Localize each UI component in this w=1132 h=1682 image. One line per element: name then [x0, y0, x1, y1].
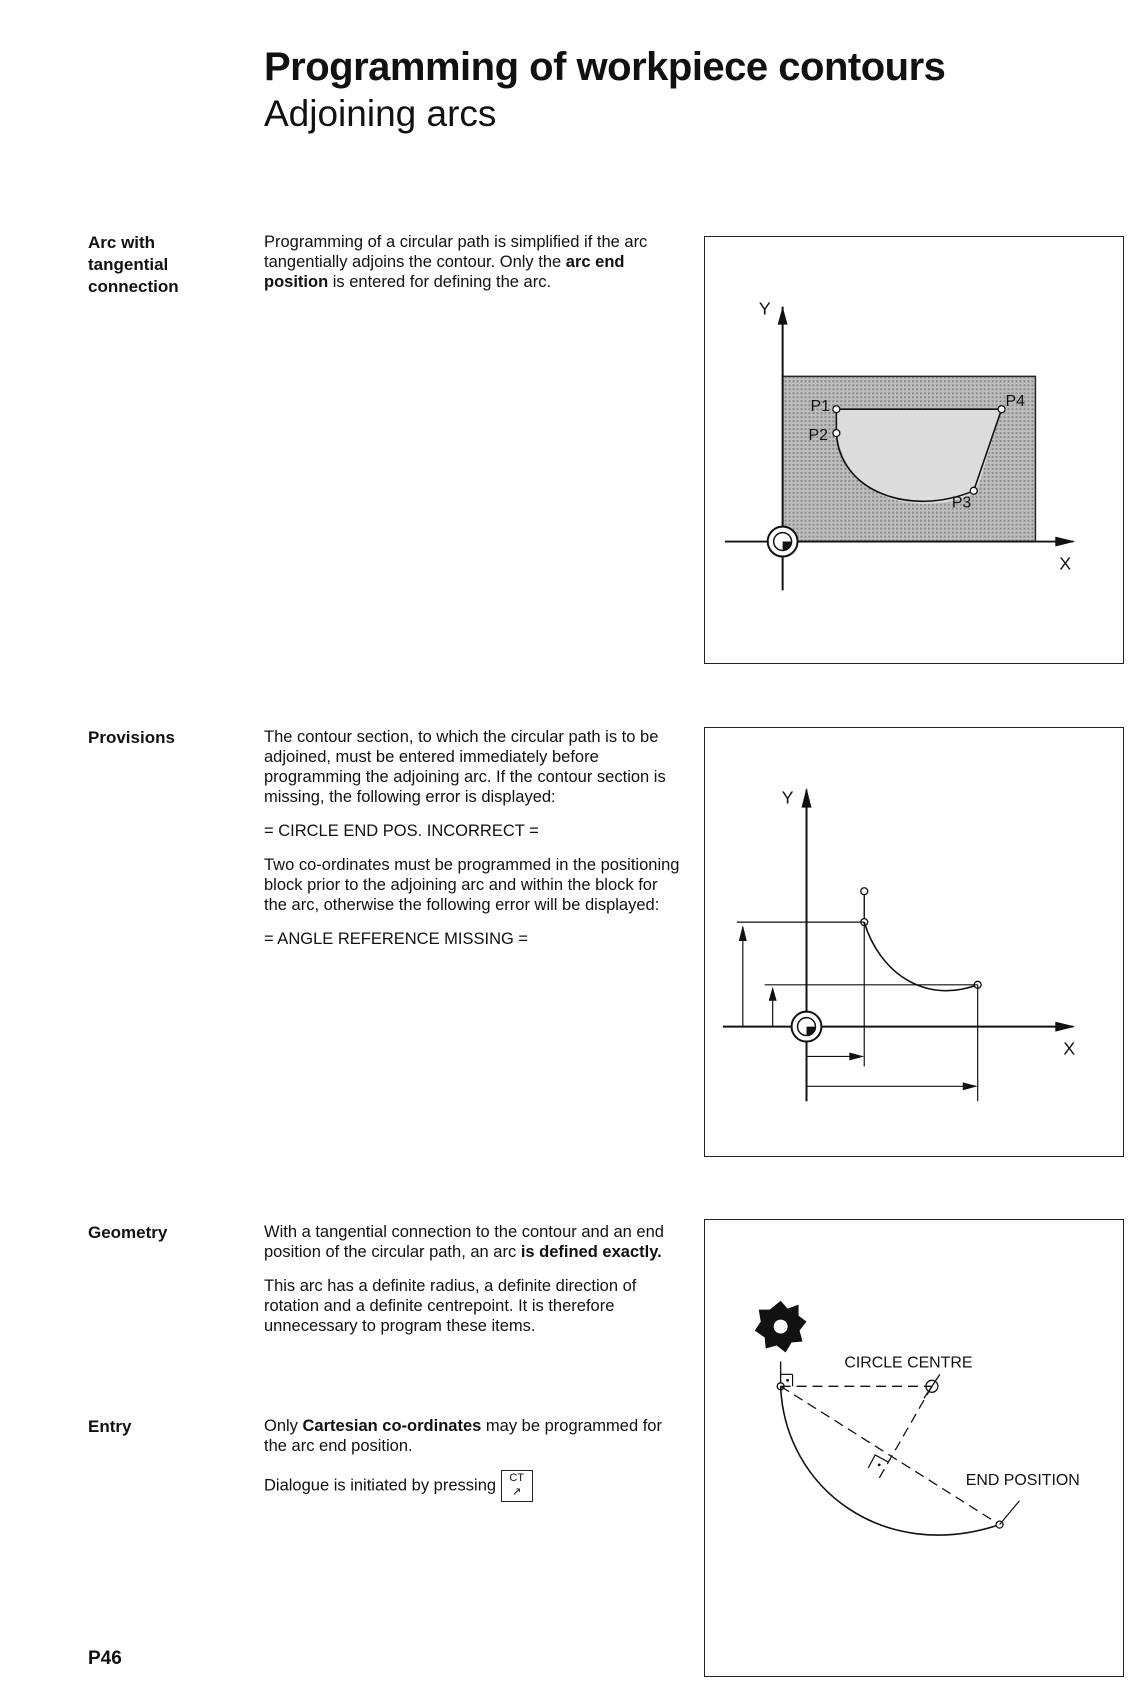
point-label-p1: P1 — [810, 398, 830, 416]
y-axis-arrow — [802, 788, 812, 808]
x-axis-arrow — [1055, 1022, 1075, 1032]
section-text-provisions — [264, 727, 684, 963]
datum-symbol — [792, 1012, 822, 1042]
circle-centre-label: CIRCLE CENTRE — [844, 1354, 973, 1372]
geometry-paragraph-2: This arc has a definite radius, a definite direction of rotation and a definite centrepoint. It is therefore unnecessary to program these items. — [264, 1277, 637, 1335]
entry-text-bold: Cartesian co-ordinates — [302, 1417, 482, 1435]
y-axis-arrow — [778, 307, 788, 325]
x-axis-label: X — [1059, 553, 1072, 574]
section-text-geometry — [264, 1222, 684, 1350]
provisions-paragraph-1: The contour section, to which the circular path is to be adjoined, must be entered immediately before programming the adjoining arc. If the contour section is missing, the following error is displayed: — [264, 728, 666, 806]
entry-paragraph-2: Dialogue is initiated by pressing — [264, 1476, 497, 1495]
ct-key-icon[interactable]: CT ↗ — [501, 1470, 533, 1502]
geometry-text-a: With a tangential connection to the contour and an end position of the circular path, an arc — [264, 1223, 664, 1261]
provisions-paragraph-2: Two co-ordinates must be programmed in the positioning block prior to the adjoining arc and within the block for the arc, otherwise the following error will be displayed: — [264, 856, 680, 914]
arc-text-bold: arc end position — [264, 253, 625, 291]
figure-geometry-svg — [705, 1220, 1123, 1676]
x-axis-arrow — [1055, 537, 1075, 547]
section-label-entry: Entry — [88, 1417, 132, 1436]
page-subtitle: Adjoining arcs — [264, 93, 497, 134]
end-position-label: END POSITION — [965, 1471, 1080, 1489]
figure-geometry — [704, 1219, 1124, 1677]
y-axis-label: Y — [781, 787, 794, 808]
geometry-text-bold: is defined exactly. — [520, 1243, 662, 1261]
section-label-provisions: Provisions — [88, 728, 175, 747]
chord-line — [781, 1386, 1000, 1524]
provisions-error-2: = ANGLE REFERENCE MISSING = — [264, 930, 529, 948]
y-axis-label: Y — [758, 298, 771, 319]
page-number: P46 — [88, 1648, 122, 1669]
point-label-p3: P3 — [951, 494, 972, 512]
entry-text-a: Only — [264, 1417, 303, 1435]
figure-arc-svg — [705, 237, 1123, 663]
figure-arc-tangential — [704, 236, 1124, 664]
arc-text-b: is entered for defining the arc. — [328, 273, 552, 291]
entry-text-b: may be programmed for the arc end position. — [264, 1417, 662, 1455]
arc-text-a: Programming of a circular path is simplified if the arc tangentially adjoins the contour. Only the — [264, 233, 648, 271]
provisions-error-1: = CIRCLE END POS. INCORRECT = — [264, 822, 539, 840]
adjoining-arc — [864, 922, 977, 991]
section-text-entry — [264, 1416, 684, 1516]
section-label-geometry: Geometry — [88, 1223, 168, 1242]
datum-symbol — [768, 527, 798, 557]
ct-key-label: CT — [509, 1472, 524, 1484]
x-axis-label: X — [1063, 1038, 1076, 1059]
figure-provisions — [704, 727, 1124, 1157]
section-label-arc: Arc with tangential connection — [88, 233, 179, 296]
point-label-p4: P4 — [1005, 393, 1026, 411]
page-title: Programming of workpiece contours — [264, 45, 946, 89]
figure-provisions-svg — [705, 728, 1123, 1156]
tangential-arc — [781, 1386, 1000, 1535]
section-text-arc — [264, 232, 684, 306]
perpendicular-line — [878, 1386, 932, 1480]
milling-cutter-icon — [755, 1301, 807, 1353]
point-label-p2: P2 — [808, 427, 828, 445]
